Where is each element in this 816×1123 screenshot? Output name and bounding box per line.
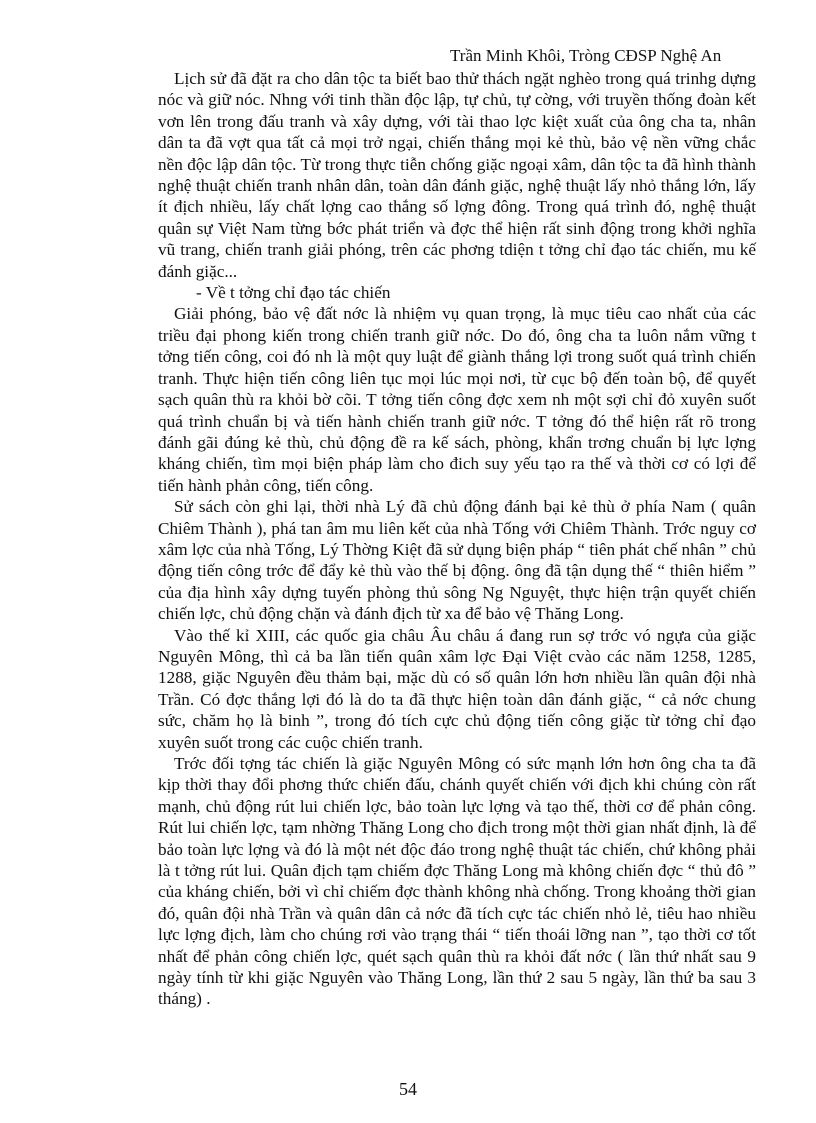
paragraph-xiii-century: Vào thế kỉ XIII, các quốc gia châu Âu châu á đang run sợ trớc vó ngựa của giặc Nguyên Mông, thì cả ba lần tiến quân xâm lợc Đại Việt cvào các năm 1258, 1285, 1288, giặc Nguyên đều thảm bại, mặc dù có số quân lớn hơn nhiều lần quân đội nhà Trần. Có đợc thắng lợi đó là do ta đã thực hiện toàn dân đánh giặc, “ cả nớc chung sức, chăm họ là binh ”, trong đó tích cực chủ động tiến công giặc từ tởng chỉ đạo xuyên suốt trong các cuộc chiến tranh. [158,625,756,752]
paragraph-ly-dynasty: Sử sách còn ghi lại, thời nhà Lý đã chủ động đánh bại kẻ thù ở phía Nam ( quân Chiêm Thành ), phá tan âm mu liên kết của nhà Tống với Chiêm Thành. Trớc nguy cơ xâm lợc của nhà Tống, Lý Thờng Kiệt đã sử dụng biện pháp “ tiên phát chế nhân ” chủ động tiến công trớc để đẩy kẻ thù vào thế bị động. ông đã tận dụng thế “ thiên hiểm ” của địa hình xây dựng tuyến phòng thủ sông Ng Nguyệt, thực hiện trận quyết chiến chiến lợc, chủ động chặn và đánh địch từ xa để bảo vệ Thăng Long. [158,497,756,624]
running-header: Trần Minh Khôi, Tròng CĐSP Nghệ An [450,46,722,65]
paragraph-intro: Lịch sử đã đặt ra cho dân tộc ta biết bao thử thách ngặt nghèo trong quá trinhg dựng nóc và giữ nóc. Nhng với tinh thần độc lập, tự chủ, tự cờng, với truyền thống đoàn kết vơn lên trong đấu tranh và xây dựng, với tài thao lợc kiệt xuất của ông cha ta, nhân dân ta đã vợt qua tất cả mọi trở ngại, chiến thắng mọi kẻ thù, bảo vệ nền vững chắc nền độc lập dân tộc. Từ trong thực tiễn chống giặc ngoại xâm, dân tộc ta đã hình thành nghệ thuật chiến tranh nhân dân, toàn dân đánh giặc, nghệ thuật lấy nhỏ thắng lớn, lấy ít địch nhiều, lấy chất lợng cao thắng số lợng đông. Trong quá trình đó, nghệ thuật quân sự Việt Nam từng bớc phát triển và đợc thể hiện rất sinh động trong khởi nghĩa vũ trang, chiến tranh giải phóng, trên các phơng tdiện t tởng chỉ đạo tác chiến, mu kế đánh giặc... [158,69,756,281]
section-heading: - Về t tởng chỉ đạo tác chiến [196,283,391,303]
document-body [158,68,756,1010]
paragraph-retreat: Trớc đối tợng tác chiến là giặc Nguyên Mông có sức mạnh lớn hơn ông cha ta đã kịp thời thay đổi phơng thức chiến đấu, chánh quyết chiến với địch khi chúng còn rất mạnh, chủ động rút lui chiến lợc, bảo toàn lực lợng và tạo thế, thời cơ để phản công. Rút lui chiến lợc, tạm nhờng Thăng Long cho địch trong một thời gian nhất định, là để bảo toàn lực lợng và đó là một nét độc đáo trong nghệ thuật tác chiến, chứ không phải là t tởng rút lui. Quân địch tạm chiếm đợc Thăng Long mà không chiến đợc “ thủ đô ” của kháng chiến, bởi vì chỉ chiếm đợc thành không nhà chống. Trong khoảng thời gian đó, quân đội nhà Trần và quân dân cả nớc đã tích cực tác chiến nhỏ lẻ, tiêu hao nhiều lực lợng địch, làm cho chúng rơi vào trạng thái “ tiến thoái lỡng nan ”, tạo thời cơ tốt nhất để phản công chiến lợc, quét sạch quân thù ra khỏi đất nớc ( lần thứ nhất sau 9 ngày tính từ khi giặc Nguyên vào Thăng Long, lần thứ 2 sau 5 ngày, lần thứ ba sau 3 tháng) . [158,754,756,1009]
page-number: 54 [399,1079,417,1099]
paragraph-offensive: Giải phóng, bảo vệ đất nớc là nhiệm vụ quan trọng, là mục tiêu cao nhất của các triều đại phong kiến trong chiến tranh giữ nớc. Do đó, ông cha ta luôn nắm vững t tởng tiến công, coi đó nh là một quy luật để giành thắng lợi trong suốt quá trình chiến tranh. Thực hiện tiến công liên tục mọi lúc mọi nơi, từ cục bộ đến toàn bộ, để quyết sạch quân thù ra khỏi bờ cõi. T tởng tiến công đợc xem nh một sợi chỉ đỏ xuyên suốt quá trình chuẩn bị và tiến hành chiến tranh giữ nớc. T tởng đó thể hiện rất rõ trong đánh gãi đúng kẻ thù, chủ động đề ra kế sách, phòng, khẩn trơng chuẩn bị lực lợng kháng chiến, tìm mọi biện pháp làm cho đich suy yếu tạo ra thế và thời cơ có lợi để tiến hành phản công, tiến công. [158,304,756,495]
